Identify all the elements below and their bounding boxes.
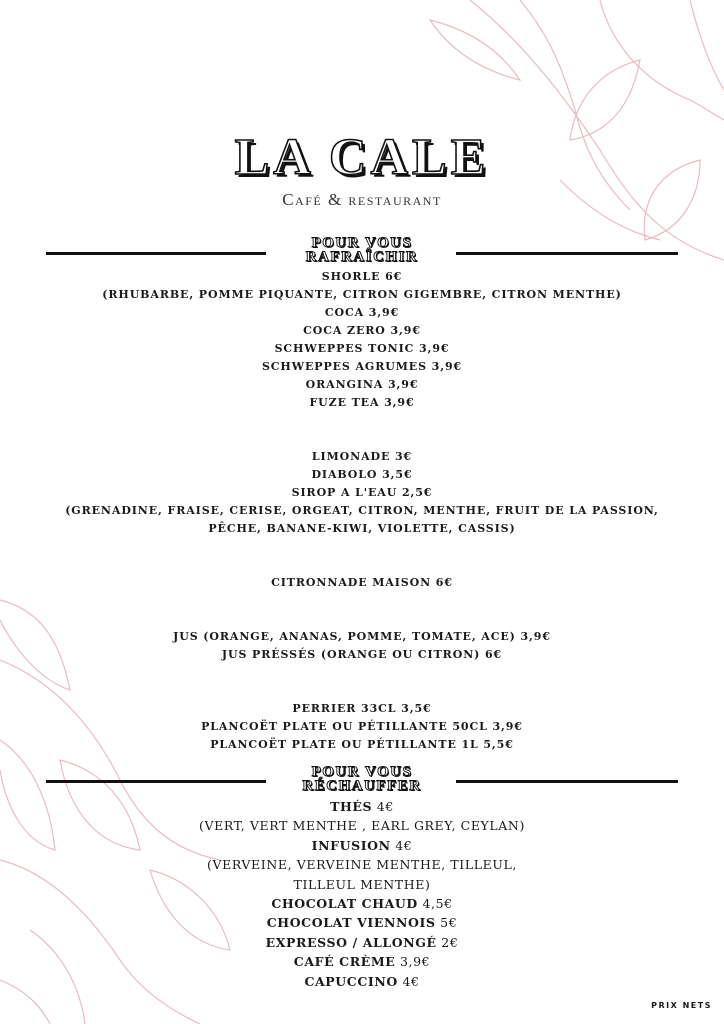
- list-item: SIROP A L'EAU 2,5€: [291, 486, 433, 499]
- list-item: PLANCOËT PLATE OU PÉTILLANTE 1L 5,5€: [210, 738, 514, 751]
- section-divider-left: [46, 780, 266, 783]
- section-title-line: RÉCHAUFFER: [302, 778, 422, 794]
- list-item: [0, 913, 724, 932]
- restaurant-name: LA CALE: [234, 129, 490, 186]
- footer-note: PRIX NETS: [651, 1001, 712, 1010]
- hot-drinks-list: [0, 797, 724, 991]
- list-item: SCHWEPPES AGRUMES 3,9€: [261, 360, 463, 373]
- section-divider-right: [456, 252, 678, 255]
- list-item: [0, 797, 724, 816]
- spacer: [0, 412, 724, 448]
- item-price: 4€: [402, 973, 420, 989]
- item-price: 4€: [395, 837, 413, 853]
- item-price: 5€: [440, 915, 458, 931]
- section-title-drinks-cold: [262, 236, 462, 264]
- list-item: LIMONADE 3€: [311, 450, 413, 463]
- list-item: FUZE TEA 3,9€: [309, 396, 415, 409]
- list-item: (VERVEINE, VERVEINE MENTHE, TILLEUL,: [207, 857, 517, 873]
- list-item: SCHWEPPES TONIC 3,9€: [274, 342, 450, 355]
- list-item: (RHUBARBE, POMME PIQUANTE, CITRON GIGEMBRE, CITRON MENTHE): [102, 288, 622, 301]
- item-name: THÉS: [330, 799, 373, 814]
- section-divider-right: [456, 780, 678, 783]
- spacer: [0, 538, 724, 574]
- section-title-line: POUR VOUS: [311, 235, 413, 251]
- list-item: CITRONNADE MAISON 6€: [271, 576, 453, 589]
- restaurant-subtitle: Café & restaurant: [282, 190, 442, 209]
- spacer: [0, 664, 724, 700]
- list-item: SHORLE 6€: [321, 270, 403, 283]
- cold-drinks-list: [0, 268, 724, 754]
- section-title-line: POUR VOUS: [311, 764, 413, 780]
- item-name: CAPUCCINO: [304, 973, 398, 989]
- list-item: [0, 836, 724, 855]
- list-item: (VERT, VERT MENTHE , EARL GREY, CEYLAN): [199, 818, 525, 834]
- list-item: [0, 972, 724, 991]
- item-name: EXPRESSO / ALLONGÉ: [265, 934, 437, 950]
- list-item: DIABOLO 3,5€: [311, 468, 413, 481]
- list-item: ORANGINA 3,9€: [305, 378, 419, 391]
- item-name: CAFÉ CRÈME: [293, 954, 396, 970]
- list-item: TILLEUL MENTHE): [293, 876, 431, 892]
- item-price: 4,5€: [422, 895, 453, 911]
- list-item: PERRIER 33CL 3,5€: [292, 702, 432, 715]
- list-item: COCA 3,9€: [324, 306, 400, 319]
- item-price: 2€: [441, 934, 459, 950]
- list-item: (GRENADINE, FRAISE, CERISE, ORGEAT, CITRON, MENTHE, FRUIT DE LA PASSION,: [65, 504, 659, 517]
- spacer: [0, 592, 724, 628]
- list-item: [0, 933, 724, 952]
- list-item: JUS (ORANGE, ANANAS, POMME, TOMATE, ACE) 3,9€: [173, 630, 551, 643]
- list-item: [0, 952, 724, 971]
- section-title-line: RAFRAÎCHIR: [305, 249, 419, 265]
- item-price: 4€: [376, 799, 394, 814]
- section-divider-left: [46, 252, 266, 255]
- list-item: PÊCHE, BANANE-KIWI, VIOLETTE, CASSIS): [208, 522, 516, 535]
- item-name: CHOCOLAT VIENNOIS: [266, 915, 436, 931]
- list-item: PLANCOËT PLATE OU PÉTILLANTE 50CL 3,9€: [201, 720, 523, 733]
- list-item: JUS PRÉSSÉS (ORANGE OU CITRON) 6€: [221, 648, 503, 661]
- item-price: 3,9€: [399, 954, 431, 970]
- list-item: COCA ZERO 3,9€: [303, 324, 421, 337]
- section-title-drinks-hot: [262, 765, 462, 793]
- list-item: [0, 894, 724, 913]
- item-name: INFUSION: [311, 837, 391, 853]
- item-name: CHOCOLAT CHAUD: [271, 895, 418, 911]
